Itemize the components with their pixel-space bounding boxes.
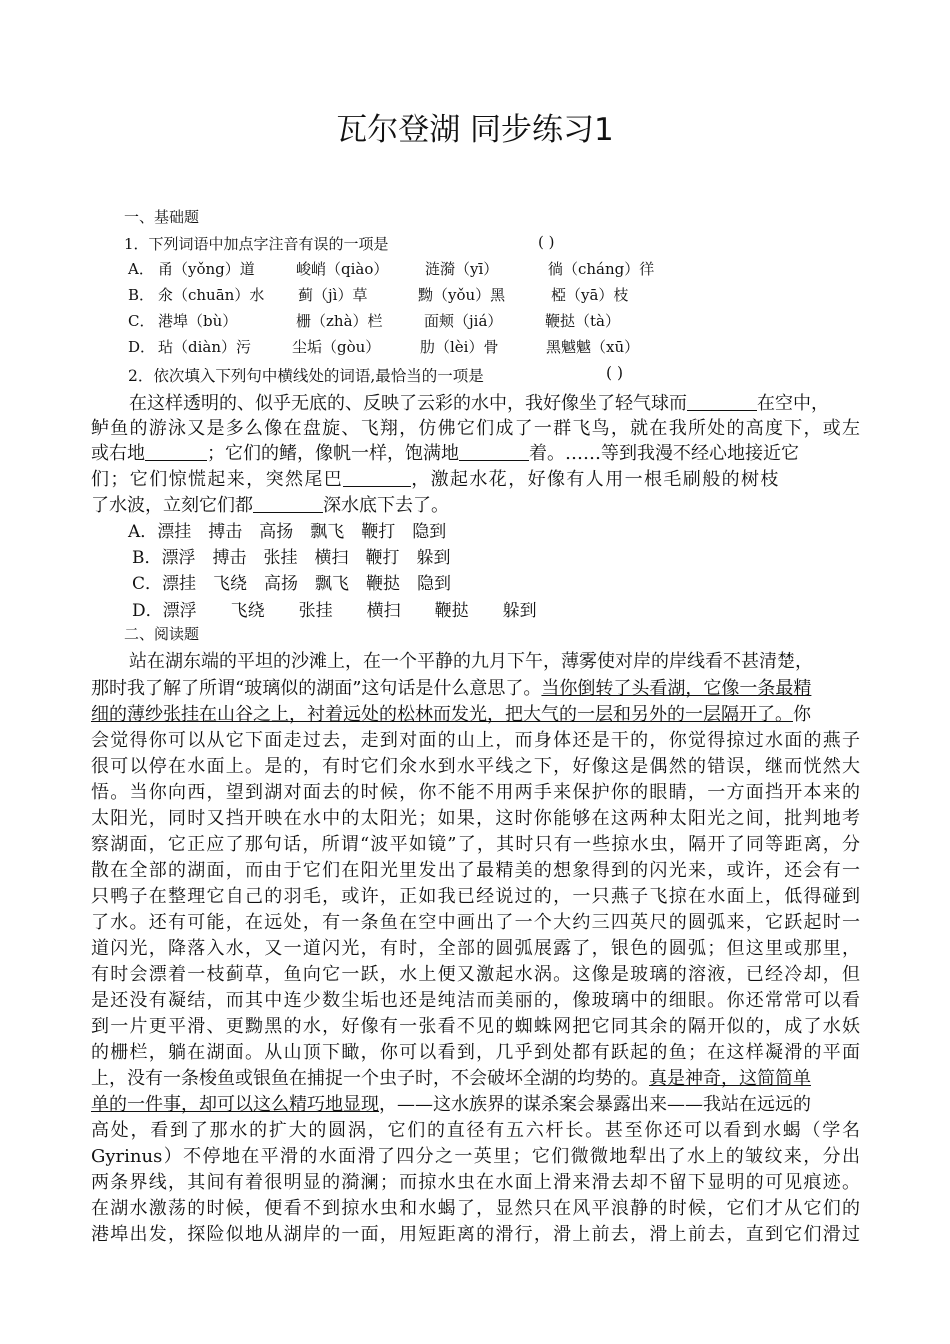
question-1-stem <box>124 233 389 254</box>
q2-text-line-1 <box>129 389 829 415</box>
q2-text-line-2: 鲈鱼的游泳又是多么像在盘旋、飞翔，仿佛它们成了一群飞鸟，就在我所处的高度下，或左 <box>91 418 860 439</box>
passage-line-10: 只鸭子在整理它自己的羽毛，或许，正如我已经说过的，一只燕子飞掠在水面上，低得碰到 <box>91 886 860 907</box>
passage-segment: 你 <box>793 704 811 725</box>
passage-underlined-sentence: 当你倒转了头看湖，它像一条最精 <box>541 678 812 699</box>
question-2-answer-paren: ( ) <box>606 364 624 382</box>
passage-line-20: Gyrinus）不停地在平滑的水面滑了四分之一英里；它们微微地犁出了水上的皱纹来，分出 <box>91 1146 860 1167</box>
q1-option-b-item3: 黝（yǒu）黑 <box>418 286 506 304</box>
section-heading-basic: 一、基础题 <box>124 208 200 226</box>
passage-line-12: 道闪光，降落入水，又一道闪光，有时，全部的圆弧展露了，银色的圆弧；但这里或那里， <box>91 938 860 959</box>
page-title: 瓦尔登湖 同步练习1 <box>336 112 614 148</box>
q2-blank-4[interactable] <box>343 468 411 487</box>
q2-option-b: B．漂浮 搏击 张挂 横扫 鞭打 躲到 <box>132 548 451 568</box>
q1-option-b-item1: 氽（chuān）水 <box>158 286 265 304</box>
passage-line-14: 是还没有凝结，而其中连少数尘垢也还是纯洁而美丽的，像玻璃中的细眼。你还常常可以看 <box>91 990 860 1011</box>
passage-underlined-sentence: 真是神奇，这简简单 <box>649 1068 811 1089</box>
passage-line-7: 太阳光，同时又挡开映在水中的太阳光；如果，这时你能够在这两种太阳光之间，批判地考 <box>91 808 860 829</box>
passage-line-2 <box>91 674 811 700</box>
q2-text-segment: 着。……等到我漫不经心地接近它 <box>529 443 799 464</box>
q1-option-d-item3: 肋（lèi）骨 <box>420 338 499 356</box>
passage-line-9: 散在全部的湖面，而由于它们在阳光里发出了最精美的想象得到的闪光来，或许，还会有一 <box>91 860 860 881</box>
passage-line-3 <box>91 700 811 726</box>
q2-text-segment: 了水波，立刻它们都 <box>91 495 253 516</box>
q1-option-b-label: B． <box>128 286 155 304</box>
q1-option-d-item1: 玷（diàn）污 <box>158 338 252 356</box>
passage-line-17 <box>91 1064 811 1090</box>
q1-option-a-item3: 涟漪（yī） <box>425 260 499 278</box>
q2-text-segment: ；它们的鳍，像帆一样，饱满地 <box>207 443 459 464</box>
passage-line-21: 两条界线，其间有着很明显的漪澜；而掠水虫在水面上滑来滑去却不留下显明的可见痕迹。 <box>91 1172 860 1193</box>
q2-text-segment: 深水底下去了。 <box>323 495 449 516</box>
q2-text-line-4 <box>91 465 780 491</box>
passage-line-5: 很可以停在水面上。是的，有时它们氽水到水平线之下，好像这是偶然的错误，继而恍然大 <box>91 756 860 777</box>
q2-option-d: D．漂浮 飞绕 张挂 横扫 鞭挞 躲到 <box>132 601 537 621</box>
passage-line-4: 会觉得你可以从它下面走过去，走到对面的山上，而身体还是干的，你觉得掠过水面的燕子 <box>91 730 860 751</box>
passage-line-1: 站在湖东端的平坦的沙滩上，在一个平静的九月下午，薄雾使对岸的岸线看不甚清楚， <box>129 651 813 672</box>
passage-line-22: 在湖水激荡的时候，便看不到掠水虫和水蝎了，显然只在风平浪静的时候，它们才从它们的 <box>91 1198 860 1219</box>
q2-text-segment: 在空中， <box>757 393 829 414</box>
q1-option-c-item2: 栅（zhà）栏 <box>296 312 383 330</box>
passage-line-16: 的栅栏，躺在湖面。从山顶下瞰，你可以看到，几乎到处都有跃起的鱼；在这样凝滑的平面 <box>91 1042 860 1063</box>
q2-text-line-5 <box>91 491 449 517</box>
passage-underlined-sentence: 单的一件事，却可以这么精巧地显现 <box>91 1094 379 1115</box>
q2-text-segment: 在这样透明的、似乎无底的、反映了云彩的水中，我好像坐了轻气球而 <box>129 393 687 414</box>
q1-option-a-item2: 峻峭（qiào） <box>296 260 389 278</box>
question-1-text: 1．下列词语中加点字注音有误的一项是 <box>124 235 389 253</box>
q1-option-a-label: A． <box>128 260 154 278</box>
q2-blank-1[interactable] <box>687 392 757 411</box>
question-2-stem: 2．依次填入下列句中横线处的词语,最恰当的一项是 <box>128 367 484 385</box>
q1-option-d-item4: 黑魆魆（xū） <box>546 338 640 356</box>
passage-line-8: 察湖面，它正应了那句话，所谓“波平如镜”了，其时只有一些掠水虫，隔开了同等距离，分 <box>91 834 860 855</box>
section-heading-reading: 二、阅读题 <box>124 625 200 643</box>
passage-line-13: 有时会漂着一枝蓟草，鱼向它一跃，水上便又激起水涡。这像是玻璃的溶液，已经冷却，但 <box>91 964 860 985</box>
passage-line-19: 高处，看到了那水的扩大的圆涡，它们的直径有五六杆长。甚至你还可以看到水蝎（学名 <box>91 1120 860 1141</box>
q2-text-segment: 们；它们惊慌起来，突然尾巴 <box>91 469 344 490</box>
q2-blank-5[interactable] <box>253 494 323 513</box>
passage-line-11: 了水。还有可能，在远处，有一条鱼在空中画出了一个大约三四英尺的圆弧来，它跃起时一 <box>91 912 860 933</box>
question-1-answer-paren: ( ) <box>538 233 555 251</box>
q2-text-segment: ，激起水花，好像有人用一根毛刷般的树枝 <box>411 469 780 490</box>
q1-option-d-label: D． <box>128 338 156 356</box>
q1-option-c-item1: 港埠（bù） <box>158 312 238 330</box>
q2-option-c: C．漂挂 飞绕 高扬 飘飞 鞭挞 隐到 <box>132 574 452 594</box>
passage-segment: ，——这水族界的谋杀案会暴露出来——我站在远远的 <box>379 1094 811 1115</box>
q1-option-b-item2: 蓟（jì）草 <box>298 286 368 304</box>
passage-line-18 <box>91 1090 811 1116</box>
q1-option-c-label: C． <box>128 312 155 330</box>
q1-option-a-item1: 甬（yǒng）道 <box>158 260 255 278</box>
q2-option-a: A．漂挂 搏击 高扬 飘飞 鞭打 隐到 <box>128 522 447 542</box>
q2-text-line-3 <box>91 439 799 465</box>
passage-underlined-sentence: 细的薄纱张挂在山谷之上，衬着远处的松林而发光，把大气的一层和另外的一层隔开了。 <box>91 704 793 725</box>
q1-option-b-item4: 椏（yā）枝 <box>551 286 629 304</box>
passage-segment: 那时我了解了所谓“玻璃似的湖面”这句话是什么意思了。 <box>91 678 542 699</box>
q1-option-c-item3: 面颊（jiá） <box>424 312 503 330</box>
passage-segment: 上，没有一条梭鱼或银鱼在捕捉一个虫子时，不会破坏全湖的均势的。 <box>91 1068 649 1089</box>
q1-option-a-item4: 徜（cháng）徉 <box>548 260 655 278</box>
q2-text-segment: 或右地 <box>91 443 145 464</box>
passage-line-15: 到一片更平滑、更黝黑的水，好像有一张看不见的蜘蛛网把它同其余的隔开似的，成了水妖 <box>91 1016 860 1037</box>
passage-line-23: 港埠出发，探险似地从湖岸的一面，用短距离的滑行，滑上前去，滑上前去，直到它们滑过 <box>91 1224 860 1245</box>
q1-option-c-item4: 鞭挞（tà） <box>545 312 620 330</box>
q2-blank-2[interactable] <box>145 442 207 461</box>
q1-option-d-item2: 尘垢（gòu） <box>292 338 381 356</box>
q2-blank-3[interactable] <box>459 442 529 461</box>
passage-line-6: 悟。当你向西，望到湖对面去的时候，你不能不用两手来保护你的眼睛，一方面挡开本来的 <box>91 782 860 803</box>
